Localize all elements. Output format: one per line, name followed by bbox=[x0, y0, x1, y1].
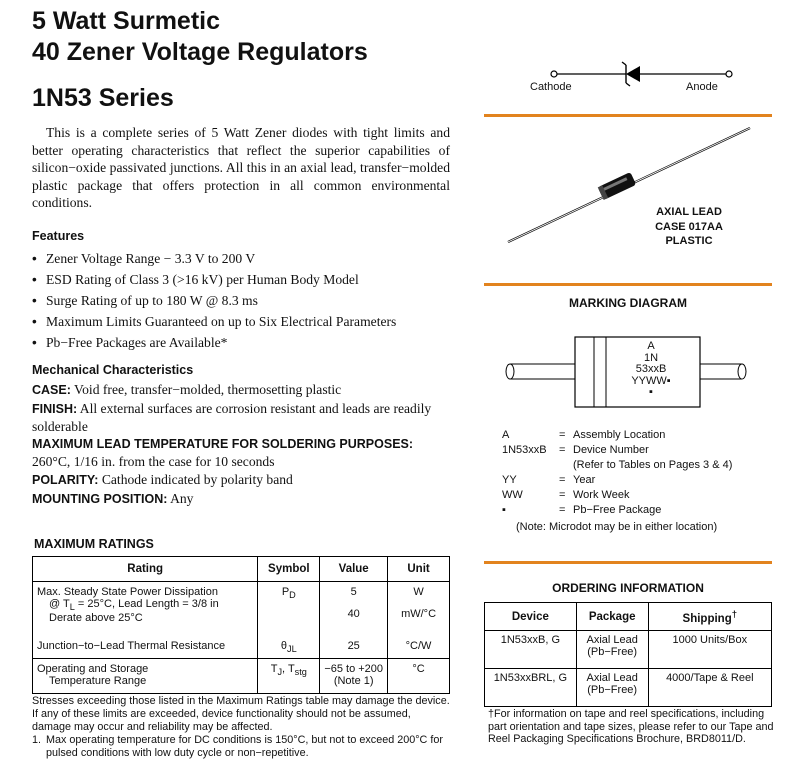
column-header: Unit bbox=[388, 557, 450, 582]
mounting-line: MOUNTING POSITION: Any bbox=[32, 490, 194, 506]
max-lead-temp-label: MAXIMUM LEAD TEMPERATURE FOR SOLDERING PURPOSES: bbox=[32, 436, 414, 451]
rating-cell: Max. Steady State Power Dissipation @ $T_L = 25^\circ C$, Lead Length = 3/8 in Derate above 25°C bbox=[33, 582, 258, 639]
feature-item: • Pb−Free Packages are Available* bbox=[32, 332, 396, 353]
package-label: AXIAL LEAD CASE 017AA PLASTIC bbox=[655, 206, 723, 247]
table-header-row bbox=[33, 557, 450, 582]
table-row bbox=[33, 638, 450, 659]
table-row bbox=[485, 631, 772, 669]
package-cell: Axial Lead (Pb−Free) bbox=[576, 631, 648, 669]
table-row bbox=[485, 669, 772, 707]
table-row bbox=[33, 582, 450, 639]
intro-paragraph: This is a complete series of 5 Watt Zener diodes with tight limits and better operating characteristics that reflect the superior capabilities of silicon−oxide passivated junctions. All this in an axial lead, transfer−molded plastic package that offers protection in all common environmental conditions. bbox=[32, 125, 450, 211]
symbol-cell: $T_J$, $T_{stg}$ bbox=[258, 659, 320, 694]
ordering-table bbox=[484, 602, 772, 707]
max-ratings-table bbox=[32, 556, 450, 694]
legend-row: (Refer to Tables on Pages 3 & 4) bbox=[573, 459, 733, 471]
shipping-cell: 4000/Tape & Reel bbox=[648, 669, 771, 707]
feature-item: • Surge Rating of up to 180 W @ 8.3 ms bbox=[32, 290, 396, 311]
table-header-row bbox=[485, 603, 772, 631]
cathode-label: Cathode bbox=[530, 81, 572, 93]
finish-line: FINISH: All external surfaces are corrosion resistant and leads are readily solderable bbox=[32, 400, 432, 435]
anode-label: Anode bbox=[686, 81, 718, 93]
rating-cell: Operating and Storage Temperature Range bbox=[33, 659, 258, 694]
rating-cell: Junction−to−Lead Thermal Resistance bbox=[33, 638, 258, 659]
section-divider bbox=[484, 114, 772, 117]
mechanical-characteristics bbox=[32, 381, 452, 508]
symbol-cell: $\theta_{JL}$ bbox=[258, 638, 320, 659]
symbol-cell: $P_D$ bbox=[258, 582, 320, 639]
max-ratings-heading: MAXIMUM RATINGS bbox=[34, 537, 154, 551]
column-header: Value bbox=[320, 557, 388, 582]
ordering-footnote: †For information on tape and reel specifications, including part orientation and tape sizes, please refer to our Tape and Reel Packaging Specifications Brochure, BRD8011/D. bbox=[488, 708, 774, 745]
mechanical-heading: Mechanical Characteristics bbox=[32, 363, 194, 377]
unit-cell: W mW/°C bbox=[388, 582, 450, 639]
ordering-heading: ORDERING INFORMATION bbox=[552, 581, 704, 595]
case-line: CASE: Void free, transfer−molded, thermosetting plastic bbox=[32, 382, 342, 397]
legend-row: YY = Year bbox=[502, 474, 596, 486]
microdot-note: (Note: Microdot may be in either location) bbox=[516, 521, 718, 533]
microdot-icon: ▪ bbox=[649, 386, 653, 398]
table-row bbox=[33, 659, 450, 694]
legend-row: 1N53xxB = Device Number bbox=[502, 444, 649, 456]
shipping-cell: 1000 Units/Box bbox=[648, 631, 771, 669]
feature-item: • Maximum Limits Guaranteed on up to Six Electrical Parameters bbox=[32, 311, 396, 332]
value-cell: 5 40 bbox=[320, 582, 388, 639]
stress-note: Stresses exceeding those listed in the Maximum Ratings table may damage the device. If any of these limits are exceeded, device functionality should not be assumed, damage may occur and reliability may be affected. bbox=[32, 695, 450, 733]
legend-row: WW = Work Week bbox=[502, 489, 630, 501]
column-header: Shipping† bbox=[648, 603, 771, 631]
marking-body-text: A 1N 53xxB YYWW▪ ▪ bbox=[606, 341, 696, 399]
column-header: Package bbox=[576, 603, 648, 631]
zener-diode-symbol-icon bbox=[540, 60, 750, 100]
legend-row: A = Assembly Location bbox=[502, 429, 666, 441]
section-divider bbox=[484, 561, 772, 564]
feature-item: • ESD Rating of Class 3 (>16 kV) per Human Body Model bbox=[32, 269, 396, 290]
value-cell: −65 to +200 (Note 1) bbox=[320, 659, 388, 694]
marking-legend bbox=[502, 428, 732, 518]
max-lead-temp-value: 260°C, 1/16 in. from the case for 10 seconds bbox=[32, 454, 275, 470]
series-title: 1N53 Series bbox=[32, 84, 174, 112]
page-title: 5 Watt Surmetic 40 Zener Voltage Regulators bbox=[32, 7, 368, 66]
unit-cell: °C/W bbox=[388, 638, 450, 659]
note-1: 1. Max operating temperature for DC conditions is 150°C, but not to exceed 200°C for pulsed conditions with low duty cycle or non−repetitive. bbox=[32, 734, 443, 759]
legend-row: ▪ = Pb−Free Package bbox=[502, 504, 662, 516]
ratings-notes bbox=[32, 695, 452, 760]
device-cell: 1N53xxB, G bbox=[485, 631, 577, 669]
device-cell: 1N53xxBRL, G bbox=[485, 669, 577, 707]
features-list bbox=[32, 248, 396, 353]
column-header: Rating bbox=[33, 557, 258, 582]
package-cell: Axial Lead (Pb−Free) bbox=[576, 669, 648, 707]
column-header: Symbol bbox=[258, 557, 320, 582]
polarity-line: POLARITY: Cathode indicated by polarity band bbox=[32, 471, 293, 487]
feature-item: • Zener Voltage Range − 3.3 V to 200 V bbox=[32, 248, 396, 269]
marking-diagram-heading: MARKING DIAGRAM bbox=[569, 296, 687, 310]
column-header: Device bbox=[485, 603, 577, 631]
features-heading: Features bbox=[32, 229, 85, 243]
unit-cell: °C bbox=[388, 659, 450, 694]
section-divider bbox=[484, 283, 772, 286]
value-cell: 25 bbox=[320, 638, 388, 659]
